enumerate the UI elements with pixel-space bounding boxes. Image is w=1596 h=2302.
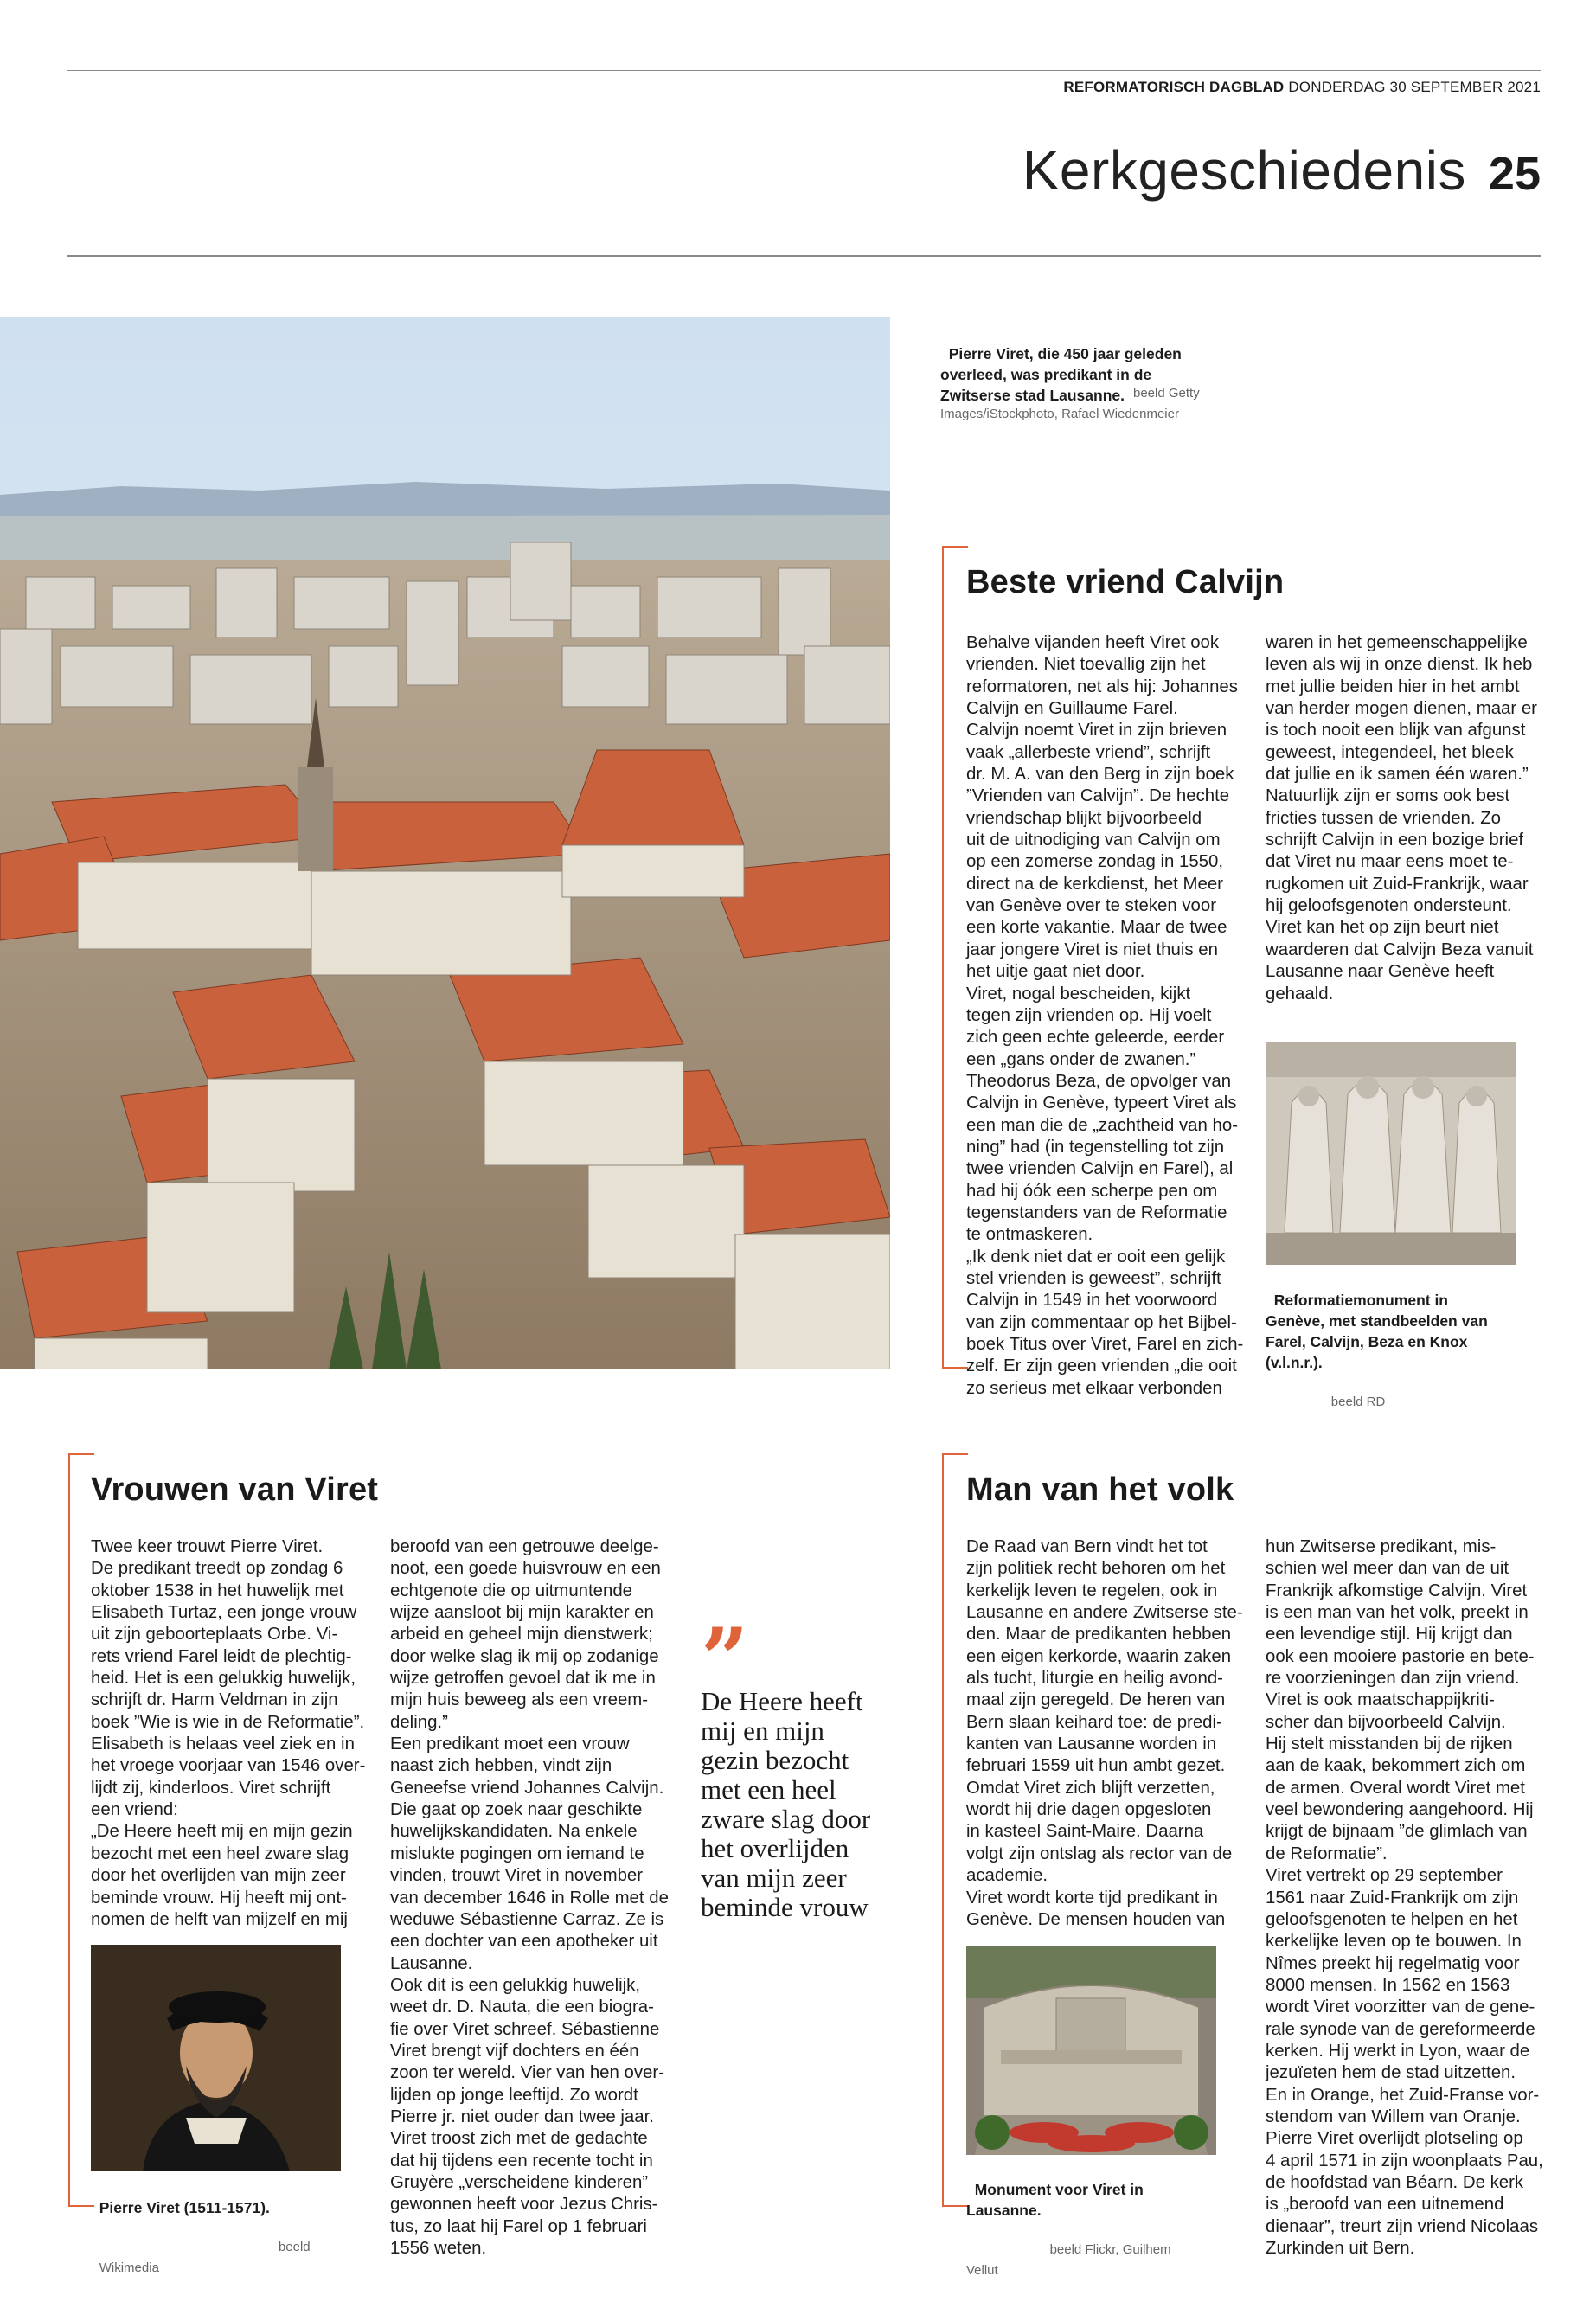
beste-vriend-bracket-top xyxy=(942,546,968,548)
main-photo-credit: beeld Getty Images/iStockphoto, Rafael Wiedenmeier xyxy=(940,386,1200,421)
viret-portrait-credit: beeld Wikimedia xyxy=(99,2240,311,2275)
volk-bracket-top xyxy=(942,1453,968,1455)
viret-portrait-credit-wrap xyxy=(99,2196,311,2299)
reformatiemonument-caption-text: Reformatiemonument in Genève, met standbeelden van Farel, Calvijn, Beza en Knox (v.l.n.r.). xyxy=(1266,1292,1488,1371)
quote-mark: ” xyxy=(701,1610,749,1708)
viret-portrait xyxy=(91,1945,341,2171)
reformatiemonument-credit: beeld RD xyxy=(1330,1395,1386,1409)
volk-col1: De Raad van Bern vindt het tot zijn politiek recht behoren om het kerkelijk leven te regelen, ook in Lausanne en andere Zwitserse ste- den. Maar de predikanten hebben een eigen kerkorde, waarin zaken als tucht, liturgie en heilig avond- maal zijn geregeld. De heren van Bern slaan keihard toe: de predi- kanten van Lausanne worden in februari 1559 uit hun ambt gezet. Omdat Viret zich blijft verzetten, wordt hij drie dagen opgesloten in kasteel Saint-Maire. Daarna volgt zijn ontslag als rector van de academie. Viret wordt korte tijd predikant in Genève. De mensen houden van xyxy=(966,1537,1243,1929)
beste-vriend-title: Beste vriend Calvijn xyxy=(966,564,1285,600)
beste-vriend-col1: Behalve vijanden heeft Viret ook vrienden. Niet toevallig zijn het reformatoren, net als hij: Johannes Calvijn en Guillaume Farel. Calvijn noemt Viret in zijn brieven vaak „allerbeste vriend”, schrijft dr. M. A. van den Berg in zijn boek ”Vrienden van Calvijn”. De hechte vriendschap blijkt bijvoorbeeld uit de uitnodiging van Calvijn om op een zomerse zondag in 1550, direct na de kerkdienst, het Meer van Genève over te steken voor een korte vakantie. Maar de twee jaar jongere Viret is niet thuis en het uitje gaat niet door. Viret, nogal bescheiden, kijkt tegen zijn vrienden op. Hij voelt zich geen echte geleerde, eerder een „gans onder de zwanen.” Theodorus Beza, de opvolger van Calvijn in Genève, typeert Viret als een man die de „zachtheid van ho- ning” had (in tegenstelling tot zijn twee vrienden Calvijn en Farel), al had hij óók een scherpe pen om tegenstanders van de Reformatie te ontmaskeren. „Ik denk niet dat er ooit een gelijk stel vrienden is geweest”, schrijft Calvijn in 1549 in het voorwoord van zijn commentaar op het Bijbel- boek Titus over Viret, Farel en zich- zelf. Er zijn geen vrienden „die ooit zo serieus met elkaar verbonden xyxy=(966,633,1244,1398)
viret-portrait-caption-text: Pierre Viret (1511-1571). xyxy=(99,2199,270,2216)
viret-monument-photo xyxy=(966,1946,1216,2155)
masthead xyxy=(1063,79,1541,96)
beste-vriend-col2: waren in het gemeenschappelijke leven als wij in onze dienst. Ik heb met jullie beiden hier in het ambt van herder mogen dienen, maar er is toch nooit een blijk van afgunst geweest, integendeel, het bleek dat jullie en ik samen één waren.” Natuurlijk zijn er soms ook best fricties tussen de vrienden. Zo schrijft Calvijn in een bozige brief dat Viret nu maar eens moet te- rugkomen uit Zuid-Frankrijk, waar hij geloofsgenoten ondersteunt. Viret kan het op zijn beurt niet waarderen dat Calvijn Beza vanuit Lausanne naar Genève heeft gehaald. xyxy=(1266,633,1537,1004)
vrouwen-bracket-top xyxy=(68,1453,94,1455)
masthead-paper: REFORMATORISCH DAGBLAD xyxy=(1063,79,1285,95)
viret-monument-caption-text: Monument voor Viret in Lausanne. xyxy=(966,2181,1144,2219)
volk-col2: hun Zwitserse predikant, mis- schien wel meer dan van de uit Frankrijk afkomstige Calvijn. Viret is een man van het volk, preekt in een levendige stijl. Hij krijgt dan ook een mooiere pastorie en bete- re voorzieningen dan zijn vriend. Viret is ook maatschappijkriti- scher dan bijvoorbeeld Calvijn. Hij stelt misstanden bij de rijken aan de kaak, bekommert zich om de armen. Overal wordt Viret met veel bewondering aangehoord. Hij krijgt de bijnaam ”de glimlach van de Reformatie”. Viret vertrekt op 29 september 1561 naar Zuid-Frankrijk om zijn geloofsgenoten te helpen en het kerkelijke leven op te bouwen. In Nîmes preekt hij regelmatig voor 8000 mensen. In 1562 en 1563 wordt Viret voorzitter van de gene- rale synode van de gereformeerde kerken. Hij werkt in Lyon, waar de jezuïeten hem de stad uitzetten. En in Orange, het Zuid-Franse vor- stendom van Willem van Oranje. Pierre Viret overlijdt plotseling op 4 april 1571 in zijn woonplaats Pau, de hoofdstad van Béarn. De kerk is „beroofd van een uitnemend dienaar”, treurt zijn vriend Nicolaas Zurkinden uit Bern. xyxy=(1266,1537,1543,2258)
vrouwen-bracket xyxy=(68,1453,70,2206)
volk-title: Man van het volk xyxy=(966,1472,1234,1508)
volk-bracket xyxy=(942,1453,944,2206)
vrouwen-col2: beroofd van een getrouwe deelge- noot, een goede huisvrouw en een echtgenote die op uitmuntende wijze aansloot bij mijn karakter en arbeid en geheel mijn dienstwerk; door welke slag ik mij op zodanige wijze getroffen gevoel dat ik me in mijn huis beweeg als een vreem- deling.” Een predikant moet een vrouw naast zich hebben, vindt zijn Geneefse vriend Johannes Calvijn. Die gaat op zoek naar geschikte huwelijkskandidaten. Na enkele mislukte pogingen om iemand te vinden, trouwt Viret in november van december 1646 in Rolle met de weduwe Sébastienne Carraz. Ze is een dochter van een apotheker uit Lausanne. Ook dit is een gelukkig huwelijk, weet dr. D. Nauta, die een biogra- fie over Viret schreef. Sébastienne Viret brengt vijf dochters en één zoon ter wereld. Vier van hen over- lijden op jonge leeftijd. Zo wordt Pierre jr. niet ouder dan twee jaar. Viret troost zich met de gedachte dat hij tijdens een recente tocht in Gruyère „verscheidene kinderen” gewonnen heeft voor Jezus Chris- tus, zo laat hij Farel op 1 februari 1556 weten. xyxy=(390,1537,669,2258)
lausanne-photo xyxy=(0,317,890,1369)
viret-monument-credit: beeld Flickr, Guilhem Vellut xyxy=(966,2242,1171,2278)
top-rule xyxy=(67,70,1541,71)
section-header xyxy=(1022,138,1541,202)
beste-vriend-bracket-bottom xyxy=(942,1367,968,1369)
reformatiemonument-photo xyxy=(1266,1042,1516,1265)
volk-bracket-bottom xyxy=(942,2205,968,2207)
main-photo-credit-wrap xyxy=(940,383,1269,425)
main-photo-caption-text: Pierre Viret, die 450 jaar geleden overleed, was predikant in de Zwitserse stad Lausanne. xyxy=(940,345,1182,404)
header-rule xyxy=(67,255,1541,257)
vrouwen-title: Vrouwen van Viret xyxy=(91,1472,379,1508)
viret-monument-credit-wrap xyxy=(966,2198,1171,2302)
section-name: Kerkgeschiedenis xyxy=(1022,139,1466,202)
masthead-date: DONDERDAG 30 SEPTEMBER 2021 xyxy=(1288,79,1541,95)
reformatiemonument-credit-wrap xyxy=(1266,1350,1385,1433)
pull-quote: De Heere heeft mij en mijn gezin bezocht met een heel zware slag door het overlijden van mijn zeer beminde vrouw xyxy=(701,1686,871,1922)
vrouwen-col1: Twee keer trouwt Pierre Viret. De predikant treedt op zondag 6 oktober 1538 in het huwelijk met Elisabeth Turtaz, een jonge vrouw uit zijn geboorteplaats Orbe. Vi- rets vriend Farel leidt de plechtig- heid. Het is een gelukkig huwelijk, schrijft dr. Harm Veldman in zijn boek ”Wie is wie in de Reformatie”. Elisabeth is helaas veel ziek en in het vroege voorjaar van 1546 over- lijdt zij, kinderloos. Viret schrijft een vriend: „De Heere heeft mij en mijn gezin bezocht met een heel zware slag door het overlijden van mijn zeer beminde vrouw. Hij heeft mij ont- nomen de helft van mijzelf en mij xyxy=(91,1537,366,1929)
page-number: 25 xyxy=(1488,148,1541,200)
